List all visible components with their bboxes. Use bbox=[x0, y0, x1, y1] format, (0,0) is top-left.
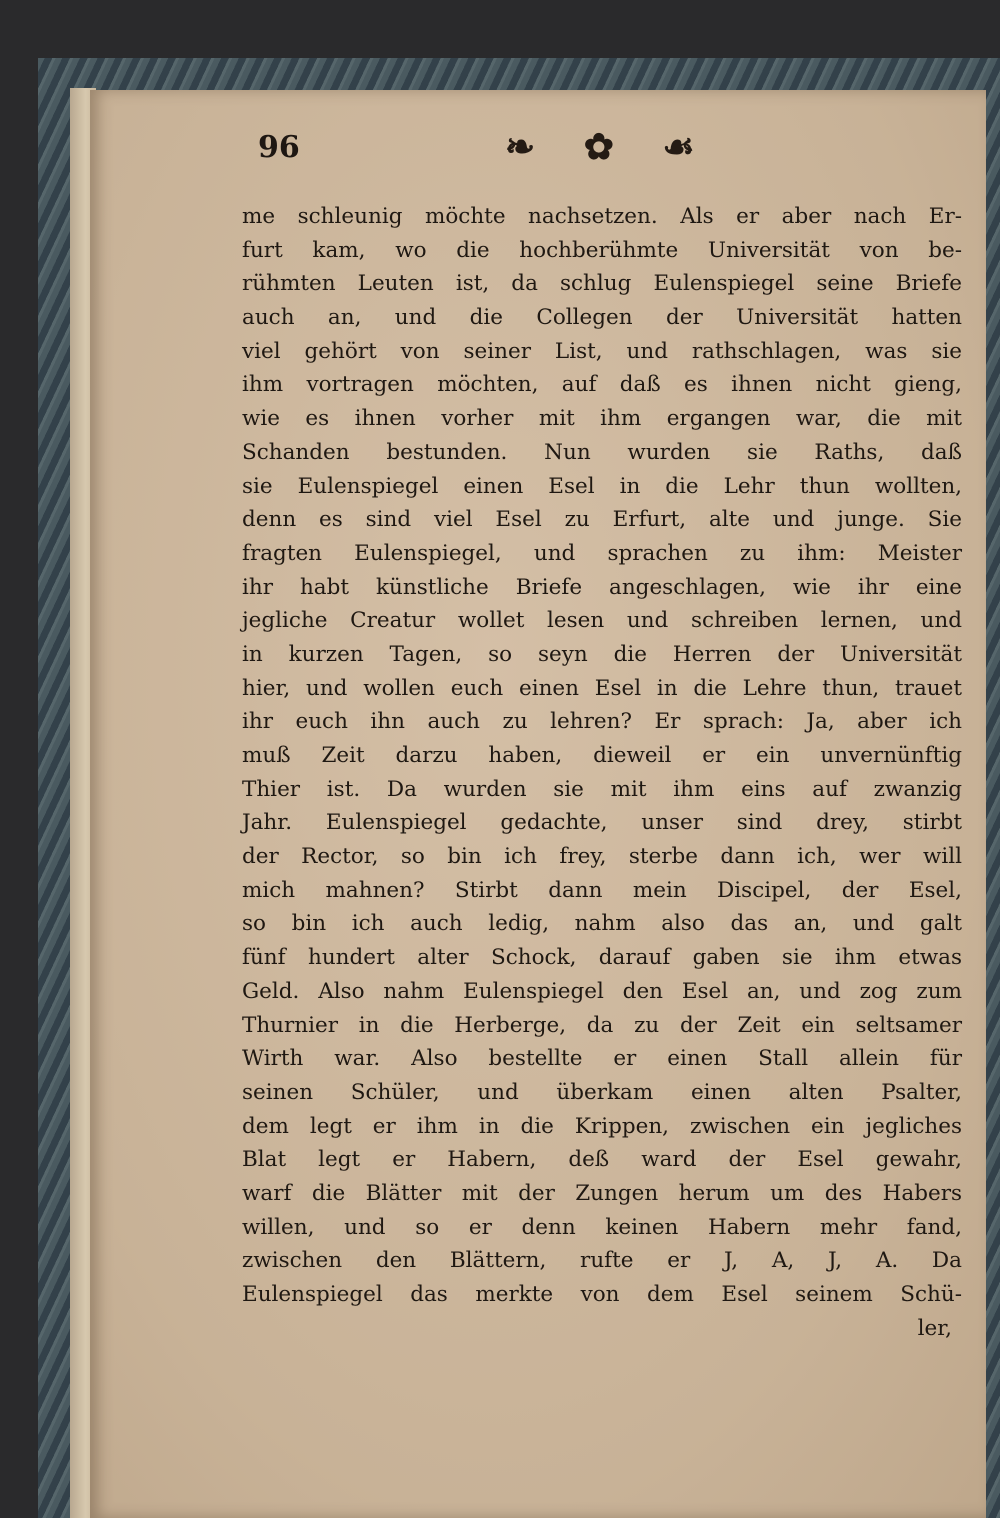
text-line: so bin ich auch ledig, nahm also das an, und galt bbox=[242, 911, 962, 937]
page-number: 96 bbox=[258, 130, 300, 165]
text-line: Geld. Also nahm Eulenspiegel den Esel an, und zog zum bbox=[242, 978, 962, 1004]
text-line: rühmten Leuten ist, da schlug Eulenspiegel seine Briefe bbox=[242, 271, 962, 297]
text-line: seinen Schüler, und überkam einen alten Psalter, bbox=[242, 1079, 962, 1105]
header-ornament: ❧ ✿ ☙ bbox=[505, 126, 713, 168]
text-line: ihr habt künstliche Briefe angeschlagen, wie ihr eine bbox=[242, 574, 962, 600]
text-line: auch an, und die Collegen der Universität hatten bbox=[242, 305, 962, 331]
text-line: fünf hundert alter Schock, darauf gaben sie ihm etwas bbox=[242, 945, 962, 971]
text-line: der Rector, so bin ich frey, sterbe dann ich, wer will bbox=[242, 844, 962, 870]
text-line: dem legt er ihm in die Krippen, zwischen ein jegliches bbox=[242, 1113, 962, 1139]
text-line: sie Eulenspiegel einen Esel in die Lehr thun wollten, bbox=[242, 473, 962, 499]
text-line: Thier ist. Da wurden sie mit ihm eins auf zwanzig bbox=[242, 776, 962, 802]
text-line: Eulenspiegel das merkte von dem Esel seinem Schü- bbox=[242, 1282, 962, 1307]
text-line: mich mahnen? Stirbt dann mein Discipel, der Esel, bbox=[242, 877, 962, 903]
catchword-line: ler, bbox=[917, 1315, 952, 1341]
text-line: furt kam, wo die hochberühmte Universität von be- bbox=[242, 237, 962, 263]
text-line: Blat legt er Habern, deß ward der Esel gewahr, bbox=[242, 1147, 962, 1173]
text-line: ihr euch ihn auch zu lehren? Er sprach: Ja, aber ich bbox=[242, 709, 962, 735]
text-line: ihm vortragen möchten, auf daß es ihnen nicht gieng, bbox=[242, 372, 962, 398]
body-text bbox=[242, 200, 962, 1345]
page-header bbox=[150, 126, 950, 180]
text-line: denn es sind viel Esel zu Erfurt, alte und junge. Sie bbox=[242, 507, 962, 533]
text-line: Schanden bestunden. Nun wurden sie Raths, daß bbox=[242, 439, 962, 465]
text-line: zwischen den Blättern, rufte er J, A, J, A. Da bbox=[242, 1248, 962, 1274]
text-line: hier, und wollen euch einen Esel in die Lehre thun, trauet bbox=[242, 675, 962, 701]
text-line: Jahr. Eulenspiegel gedachte, unser sind drey, stirbt bbox=[242, 810, 962, 836]
text-line: warf die Blätter mit der Zungen herum um des Habers bbox=[242, 1180, 962, 1206]
text-line: in kurzen Tagen, so seyn die Herren der Universität bbox=[242, 641, 962, 667]
text-line: jegliche Creatur wollet lesen und schreiben lernen, und bbox=[242, 608, 962, 634]
text-line: muß Zeit darzu haben, dieweil er ein unvernünftig bbox=[242, 743, 962, 768]
text-line: Wirth war. Also bestellte er einen Stall allein für bbox=[242, 1046, 962, 1072]
text-line: viel gehört von seiner List, und rathschlagen, was sie bbox=[242, 338, 962, 364]
text-line: fragten Eulenspiegel, und sprachen zu ihm: Meister bbox=[242, 540, 962, 566]
text-line: Thurnier in die Herberge, da zu der Zeit ein seltsamer bbox=[242, 1012, 962, 1038]
text-line: wie es ihnen vorher mit ihm ergangen war, die mit bbox=[242, 406, 962, 432]
text-line: willen, und so er denn keinen Habern mehr fand, bbox=[242, 1214, 962, 1240]
text-line: me schleunig möchte nachsetzen. Als er aber nach Er- bbox=[242, 204, 962, 229]
